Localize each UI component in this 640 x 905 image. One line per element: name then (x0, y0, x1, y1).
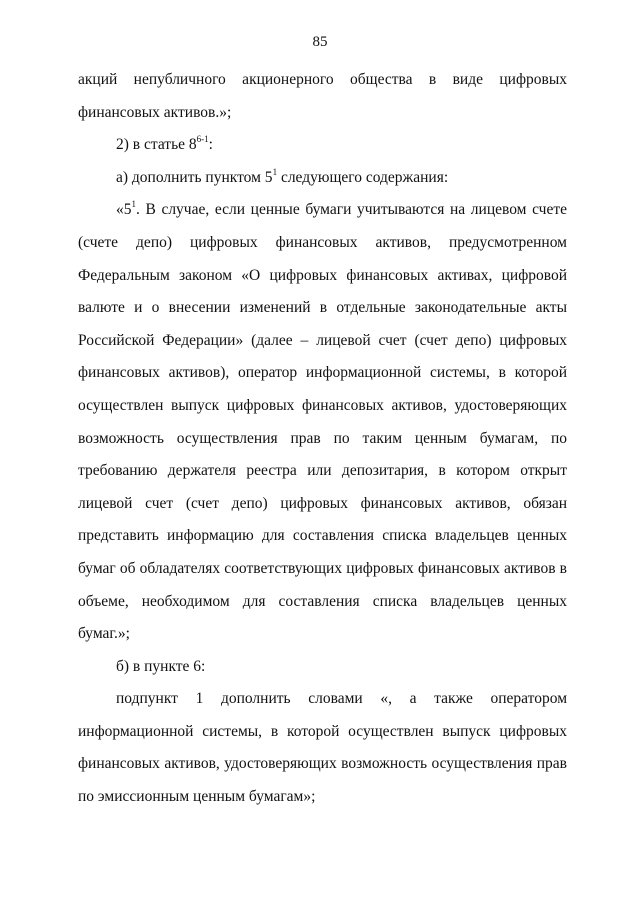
paragraph-text: б) в пункте 6: (116, 657, 206, 675)
paragraph-new-point (78, 194, 567, 650)
superscript: 6-1 (196, 134, 209, 145)
paragraph-text: подпункт 1 дополнить словами «, а также оператором информационной системы, в которой осуществлен выпуск цифровых финансовых активов, удостоверяющих возможность осуществления прав по эмиссионным ценным бумагам»; (78, 690, 567, 806)
paragraph-subpoint-b (78, 651, 567, 684)
paragraph-text: : (208, 136, 213, 154)
paragraph-text: акций непубличного акционерного общества в виде цифровых финансовых активов.»; (78, 71, 567, 121)
superscript: 1 (272, 166, 278, 177)
paragraph-article-amendment (78, 129, 567, 162)
paragraph-text: 2) в статье 8 (116, 136, 197, 154)
paragraph-text: . В случае, если ценные бумаги учитываются на лицевом счете (счете депо) цифровых финансовых активов, предусмотренном Федеральным законом «О цифровых финансовых активах, цифровой валюте и о внесении изменений в отдельные законодательные акты Российской Федерации» (далее – лицевой счет (счет депо) цифровых финансовых активов), оператор информационной системы, в которой осуществлен выпуск цифровых финансовых активов, удостоверяющих возможность осуществления прав по таким ценным бумагам, по требованию держателя реестра или депозитария, в котором открыт лицевой счет (счет депо) цифровых финансовых активов, обязан представить информацию для составления списка владельцев ценных бумаг об обладателях соответствующих цифровых финансовых активов в объеме, необходимом для составления списка владельцев ценных бумаг.»; (78, 201, 567, 643)
paragraph-subparagraph-1 (78, 683, 567, 813)
page-number: 85 (312, 34, 328, 50)
superscript: 1 (131, 199, 136, 210)
paragraph-text: следующего содержания: (277, 168, 449, 186)
paragraph-text: а) дополнить пунктом 5 (116, 168, 273, 186)
paragraph-continuation (78, 64, 567, 129)
document-body (78, 64, 567, 814)
paragraph-text: «5 (116, 201, 132, 219)
paragraph-subpoint-a (78, 162, 567, 195)
